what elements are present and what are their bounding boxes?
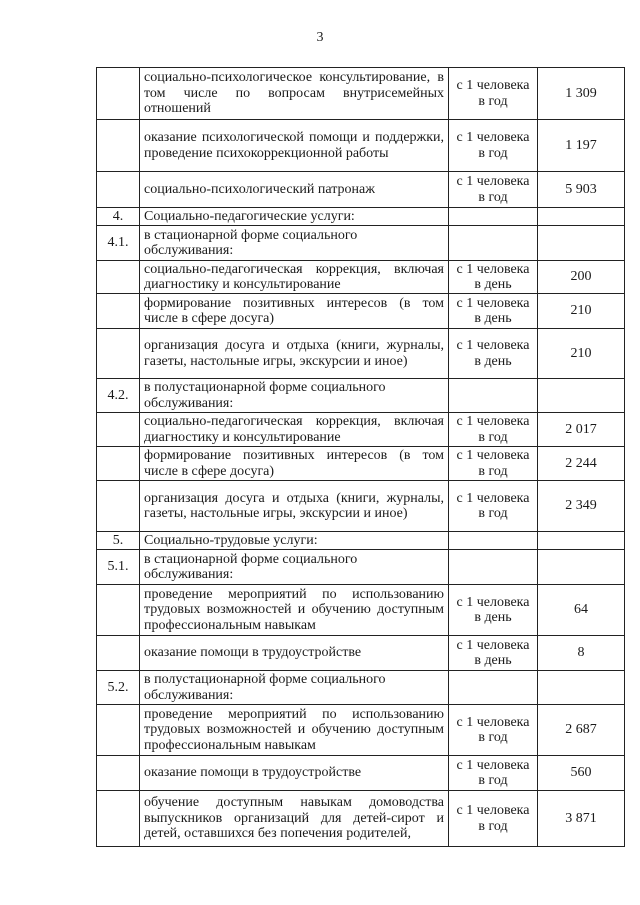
service-description-cell: в стационарной форме социального обслуживания: [140, 550, 449, 585]
row-number-cell [97, 294, 140, 329]
section-row [97, 671, 625, 705]
service-row [97, 294, 625, 329]
service-row [97, 636, 625, 671]
service-row [97, 585, 625, 636]
service-row [97, 705, 625, 756]
service-row [97, 481, 625, 532]
row-number-cell: 4.2. [97, 379, 140, 413]
tariff-value-cell: 2 244 [538, 447, 625, 481]
tariff-value-cell: 1 309 [538, 68, 625, 120]
page-number: 3 [316, 30, 324, 45]
row-number-cell [97, 120, 140, 172]
unit-of-measure-cell: с 1 человека в год [449, 172, 538, 208]
service-row [97, 261, 625, 294]
service-description-cell: оказание помощи в трудоустройстве [140, 636, 449, 671]
section-row [97, 226, 625, 261]
tariff-value-cell: 2 349 [538, 481, 625, 532]
unit-of-measure-cell: с 1 человека в день [449, 636, 538, 671]
tariff-value-cell: 1 197 [538, 120, 625, 172]
service-row [97, 791, 625, 847]
service-description-cell: обучение доступным навыкам домоводства выпускников организаций для детей-сирот и детей, оставшихся без попечения родителей, [140, 791, 449, 847]
unit-of-measure-cell: с 1 человека в день [449, 261, 538, 294]
row-number-cell: 5.1. [97, 550, 140, 585]
service-description-cell: формирование позитивных интересов (в том числе в сфере досуга) [140, 294, 449, 329]
row-number-cell [97, 329, 140, 379]
service-row [97, 447, 625, 481]
row-number-cell: 5.2. [97, 671, 140, 705]
service-description-cell: в полустационарной форме социального обслуживания: [140, 379, 449, 413]
row-number-cell [97, 636, 140, 671]
unit-of-measure-cell: с 1 человека в год [449, 481, 538, 532]
service-row [97, 120, 625, 172]
section-row [97, 532, 625, 550]
unit-of-measure-cell: с 1 человека в год [449, 756, 538, 791]
unit-of-measure-cell: с 1 человека в год [449, 413, 538, 447]
service-description-cell: социально-психологическое консультирование, в том числе по вопросам внутрисемейных отношений [140, 68, 449, 120]
tariff-value-cell: 210 [538, 294, 625, 329]
tariff-table-body [97, 68, 625, 847]
service-row [97, 68, 625, 120]
service-description-cell: в стационарной форме социального обслуживания: [140, 226, 449, 261]
row-number-cell [97, 68, 140, 120]
tariff-value-cell [538, 208, 625, 226]
service-description-cell: формирование позитивных интересов (в том числе в сфере досуга) [140, 447, 449, 481]
service-description-cell: проведение мероприятий по использованию трудовых возможностей и обучению доступным профессиональным навыкам [140, 705, 449, 756]
tariff-value-cell [538, 379, 625, 413]
service-row [97, 756, 625, 791]
unit-of-measure-cell: с 1 человека в год [449, 68, 538, 120]
tariff-value-cell [538, 226, 625, 261]
service-description-cell: социально-педагогическая коррекция, включая диагностику и консультирование [140, 261, 449, 294]
row-number-cell [97, 756, 140, 791]
tariff-table [96, 67, 625, 847]
row-number-cell [97, 481, 140, 532]
service-row [97, 413, 625, 447]
row-number-cell [97, 791, 140, 847]
unit-of-measure-cell: с 1 человека в день [449, 585, 538, 636]
tariff-value-cell: 8 [538, 636, 625, 671]
service-description-cell: социально-психологический патронаж [140, 172, 449, 208]
row-number-cell: 5. [97, 532, 140, 550]
service-description-cell: оказание помощи в трудоустройстве [140, 756, 449, 791]
tariff-value-cell: 2 687 [538, 705, 625, 756]
tariff-value-cell [538, 671, 625, 705]
unit-of-measure-cell: с 1 человека в год [449, 447, 538, 481]
service-description-cell: Социально-трудовые услуги: [140, 532, 449, 550]
unit-of-measure-cell: с 1 человека в день [449, 294, 538, 329]
tariff-value-cell: 5 903 [538, 172, 625, 208]
unit-of-measure-cell [449, 379, 538, 413]
row-number-cell: 4. [97, 208, 140, 226]
section-row [97, 379, 625, 413]
tariff-value-cell: 2 017 [538, 413, 625, 447]
unit-of-measure-cell: с 1 человека в год [449, 705, 538, 756]
service-description-cell: оказание психологической помощи и поддержки, проведение психокоррекционной работы [140, 120, 449, 172]
unit-of-measure-cell: с 1 человека в год [449, 791, 538, 847]
row-number-cell [97, 261, 140, 294]
section-row [97, 208, 625, 226]
unit-of-measure-cell: с 1 человека в день [449, 329, 538, 379]
row-number-cell [97, 705, 140, 756]
service-description-cell: Социально-педагогические услуги: [140, 208, 449, 226]
tariff-value-cell: 200 [538, 261, 625, 294]
tariff-value-cell: 64 [538, 585, 625, 636]
service-description-cell: организация досуга и отдыха (книги, журналы, газеты, настольные игры, экскурсии и иное) [140, 481, 449, 532]
tariff-value-cell: 3 871 [538, 791, 625, 847]
tariff-value-cell: 210 [538, 329, 625, 379]
row-number-cell [97, 585, 140, 636]
service-description-cell: социально-педагогическая коррекция, включая диагностику и консультирование [140, 413, 449, 447]
service-row [97, 329, 625, 379]
unit-of-measure-cell [449, 532, 538, 550]
tariff-value-cell [538, 532, 625, 550]
unit-of-measure-cell [449, 550, 538, 585]
unit-of-measure-cell [449, 671, 538, 705]
section-row [97, 550, 625, 585]
unit-of-measure-cell [449, 226, 538, 261]
unit-of-measure-cell: с 1 человека в год [449, 120, 538, 172]
service-description-cell: организация досуга и отдыха (книги, журналы, газеты, настольные игры, экскурсии и иное) [140, 329, 449, 379]
service-description-cell: в полустационарной форме социального обслуживания: [140, 671, 449, 705]
service-description-cell: проведение мероприятий по использованию трудовых возможностей и обучению доступным профессиональным навыкам [140, 585, 449, 636]
tariff-value-cell: 560 [538, 756, 625, 791]
unit-of-measure-cell [449, 208, 538, 226]
tariff-value-cell [538, 550, 625, 585]
row-number-cell [97, 413, 140, 447]
row-number-cell [97, 172, 140, 208]
row-number-cell [97, 447, 140, 481]
row-number-cell: 4.1. [97, 226, 140, 261]
service-row [97, 172, 625, 208]
